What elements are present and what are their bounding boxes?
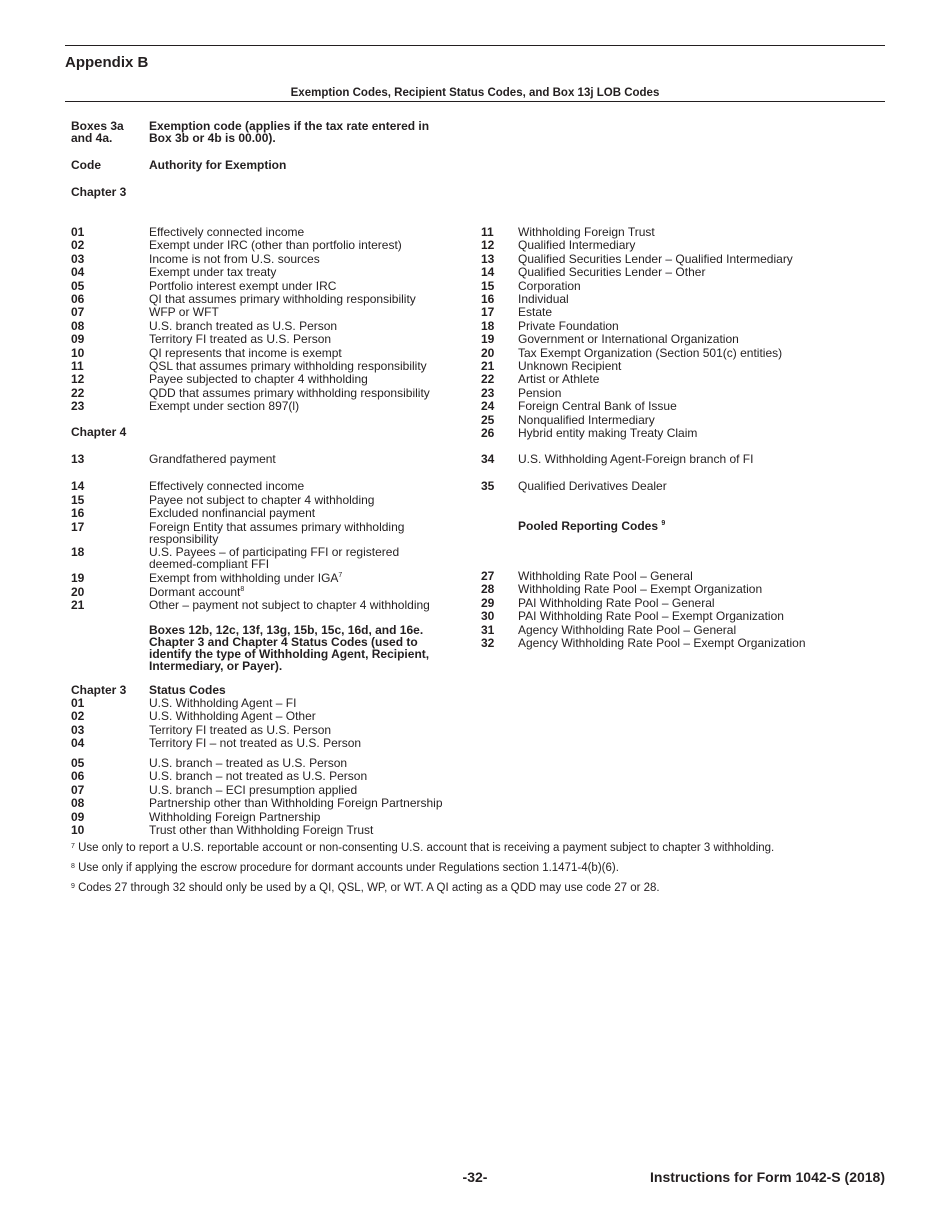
code-description xyxy=(149,494,374,506)
code-description xyxy=(149,360,427,372)
code-description xyxy=(149,724,331,736)
code-number: 03 xyxy=(71,722,85,737)
code-number: 27 xyxy=(481,569,495,583)
code-description xyxy=(518,373,599,385)
code-number: 06 xyxy=(71,292,85,306)
code-number: 17 xyxy=(71,519,85,534)
footnote-text: Use only if applying the escrow procedure for dormant accounts under Regulations section 1.1471-4(b)(6). xyxy=(78,862,619,874)
code-number: 29 xyxy=(481,595,495,610)
code-number: 25 xyxy=(481,412,495,427)
code-number: 34 xyxy=(481,452,495,466)
code-description-text: Withholding Rate Pool – Exempt Organization xyxy=(518,582,763,597)
code-description xyxy=(518,239,635,251)
code-description xyxy=(518,226,655,238)
code-description xyxy=(149,347,342,359)
code-description xyxy=(149,400,299,412)
code-description xyxy=(149,373,368,385)
pooled-reporting-heading xyxy=(518,520,665,532)
code-description-text: U.S. branch – treated as U.S. Person xyxy=(149,756,348,770)
code-description xyxy=(518,347,782,359)
chapter4-heading: Chapter 4 xyxy=(71,425,127,439)
code-description-text: Qualified Securities Lender – Other xyxy=(518,265,706,280)
code-number: 26 xyxy=(481,426,495,440)
code-description xyxy=(149,226,304,238)
code-description xyxy=(149,507,315,519)
code-number: 23 xyxy=(481,385,495,400)
code-description xyxy=(518,610,784,622)
code-description xyxy=(518,597,715,609)
code-description-text: Foreign Central Bank of Issue xyxy=(518,399,677,414)
code-number: 15 xyxy=(481,278,495,293)
code-description-text: Unknown Recipient xyxy=(518,359,622,373)
code-number: 24 xyxy=(481,399,495,414)
code-description-text: U.S. Withholding Agent-Foreign branch of FI xyxy=(518,452,754,466)
code-description-text: Territory FI treated as U.S. Person xyxy=(149,722,332,737)
code-description xyxy=(149,333,331,345)
code-number: 19 xyxy=(481,332,495,347)
code-description-text: WFP or WFT xyxy=(149,305,219,320)
code-description xyxy=(518,306,552,318)
code-description-text: Qualified Securities Lender – Qualified Intermediary xyxy=(518,251,793,266)
code-number: 20 xyxy=(481,345,495,360)
code-number: 32 xyxy=(481,636,495,650)
code-description-text: Private Foundation xyxy=(518,318,619,333)
top-rule xyxy=(65,45,885,46)
footnote-text: Use only to report a U.S. reportable account or non-consenting U.S. account that is receiving a payment subject to chapter 3 withholding. xyxy=(78,842,775,854)
code-number: 01 xyxy=(71,696,85,710)
code-description-text: Grandfathered payment xyxy=(149,452,276,466)
footnote-8 xyxy=(71,862,619,875)
pooled-label: Pooled Reporting Codes xyxy=(518,519,659,533)
code-number: 04 xyxy=(71,736,85,751)
code-number: 35 xyxy=(481,479,495,493)
code-number: 16 xyxy=(71,506,85,521)
code-description xyxy=(149,757,347,769)
code-description xyxy=(518,570,693,582)
code-description-text: Government or International Organization xyxy=(518,332,739,347)
code-description-text: U.S. Withholding Agent – Other xyxy=(149,709,316,724)
code-description-text: Exempt under tax treaty xyxy=(149,265,277,280)
code-number: 05 xyxy=(71,756,85,770)
status-codes-intro: Boxes 12b, 12c, 13f, 13g, 15b, 15c, 16d, and 16e. Chapter 3 and Chapter 4 Status Codes (used to identify the type of Withholding Agent, Recipient, Intermediary, or Payer). xyxy=(149,623,430,673)
code-description xyxy=(149,280,336,292)
code-description-text: Withholding Foreign Trust xyxy=(518,225,655,239)
code-description xyxy=(149,387,430,399)
code-description xyxy=(149,293,416,305)
code-description-text: Foreign Entity that assumes primary withholding responsibility xyxy=(149,519,405,546)
code-description xyxy=(518,453,753,465)
code-description-text: Withholding Rate Pool – General xyxy=(518,569,693,583)
code-description xyxy=(149,266,276,278)
code-number: 15 xyxy=(71,492,85,507)
code-description-text: Effectively connected income xyxy=(149,479,305,494)
code-label: Code xyxy=(71,158,101,172)
code-number: 07 xyxy=(71,782,85,797)
appendix-title: Appendix B xyxy=(65,54,149,71)
code-description xyxy=(518,480,667,492)
code-number: 21 xyxy=(71,598,85,612)
footnote-7 xyxy=(71,842,774,855)
code-description-text: Corporation xyxy=(518,278,581,293)
code-description-text: U.S. branch treated as U.S. Person xyxy=(149,318,338,333)
footnote-number: 7 xyxy=(71,843,75,850)
code-number: 11 xyxy=(481,225,494,239)
code-description-text: Hybrid entity making Treaty Claim xyxy=(518,426,698,440)
code-description xyxy=(149,239,402,251)
code-description xyxy=(518,280,581,292)
code-number: 06 xyxy=(71,769,85,784)
code-description-text: Territory FI treated as U.S. Person xyxy=(149,332,332,347)
code-description xyxy=(518,637,806,649)
footnote-mark: 7 xyxy=(338,572,343,580)
page-subtitle: Exemption Codes, Recipient Status Codes, and Box 13j LOB Codes xyxy=(290,87,660,99)
code-description xyxy=(149,480,304,492)
code-description xyxy=(149,586,244,598)
code-number: 04 xyxy=(71,265,85,280)
subtitle-rule xyxy=(65,101,885,102)
code-number: 09 xyxy=(71,809,85,824)
code-description xyxy=(518,414,655,426)
status-codes-heading: Status Codes xyxy=(149,683,226,697)
code-number: 14 xyxy=(71,479,85,494)
code-number: 03 xyxy=(71,251,85,266)
code-description xyxy=(149,811,320,823)
code-description-text: Payee subjected to chapter 4 withholding xyxy=(149,372,368,387)
code-description xyxy=(149,824,373,836)
code-number: 01 xyxy=(71,225,85,239)
code-description-text: Effectively connected income xyxy=(149,225,305,239)
chapter3-heading: Chapter 3 xyxy=(71,185,127,199)
code-number: 13 xyxy=(71,452,85,466)
footnote-number: 9 xyxy=(71,883,75,890)
code-number: 14 xyxy=(481,265,495,280)
code-description xyxy=(518,387,561,399)
code-description-text: Exempt under section 897(l) xyxy=(149,399,300,414)
code-description-text: PAI Withholding Rate Pool – Exempt Organization xyxy=(518,609,784,624)
code-number: 13 xyxy=(481,251,495,266)
authority-label: Authority for Exemption xyxy=(149,158,287,172)
code-number: 09 xyxy=(71,332,85,347)
code-description-text: QSL that assumes primary withholding responsibility xyxy=(149,359,427,373)
footnote-text: Codes 27 through 32 should only be used by a QI, QSL, WP, or WT. A QI acting as a QDD may use code 27 or 28. xyxy=(78,882,660,894)
code-description-text: Exempt from withholding under IGA xyxy=(149,571,339,586)
page-number: -32- xyxy=(462,1169,488,1185)
code-description-text: QI represents that income is exempt xyxy=(149,345,342,360)
code-number: 22 xyxy=(481,372,495,387)
code-description xyxy=(518,320,619,332)
code-description xyxy=(149,572,342,584)
code-description-text: Artist or Athlete xyxy=(518,372,600,387)
code-description-text: Agency Withholding Rate Pool – Exempt Organization xyxy=(518,636,806,650)
code-description-text: Other – payment not subject to chapter 4 withholding xyxy=(149,598,430,612)
code-number: 07 xyxy=(71,305,85,320)
code-description-text: Payee not subject to chapter 4 withholding xyxy=(149,492,375,507)
pooled-footnote-mark: 9 xyxy=(661,520,666,527)
code-description xyxy=(149,710,316,722)
code-description-text: QI that assumes primary withholding responsibility xyxy=(149,292,416,306)
boxes-description: Exemption code (applies if the tax rate entered in Box 3b or 4b is 00.00). xyxy=(149,119,430,145)
form-title: Instructions for Form 1042-S (2018) xyxy=(650,1169,885,1185)
code-description xyxy=(149,453,276,465)
code-description-text: Qualified Derivatives Dealer xyxy=(518,479,667,493)
code-description-text: QDD that assumes primary withholding responsibility xyxy=(149,385,430,400)
code-description xyxy=(518,360,621,372)
code-description xyxy=(518,583,762,595)
code-description-text: Portfolio interest exempt under IRC xyxy=(149,278,337,293)
code-description xyxy=(149,770,367,782)
footnote-mark: 8 xyxy=(240,585,245,593)
code-number: 21 xyxy=(481,359,495,373)
code-number: 23 xyxy=(71,399,85,414)
code-description-text: Qualified Intermediary xyxy=(518,238,636,253)
code-description xyxy=(518,624,736,636)
code-description-text: Partnership other than Withholding Foreign Partnership xyxy=(149,796,443,811)
code-description xyxy=(149,306,219,318)
code-description-text: Dormant account xyxy=(149,584,241,599)
code-description-text: Tax Exempt Organization (Section 501(c) entities) xyxy=(518,345,783,360)
code-description xyxy=(149,737,361,749)
code-description-text: U.S. Payees – of participating FFI or registered deemed-compliant FFI xyxy=(149,545,400,572)
code-description xyxy=(518,333,739,345)
code-description-text: PAI Withholding Rate Pool – General xyxy=(518,595,715,610)
footnote-9 xyxy=(71,882,660,895)
code-description-text: Exempt under IRC (other than portfolio interest) xyxy=(149,238,402,253)
status-chapter-label: Chapter 3 xyxy=(71,683,127,697)
code-number: 30 xyxy=(481,609,495,624)
code-description xyxy=(518,293,569,305)
code-description-text: Pension xyxy=(518,385,562,400)
code-number: 18 xyxy=(71,545,85,560)
code-description-text: Agency Withholding Rate Pool – General xyxy=(518,622,737,637)
code-description xyxy=(149,320,337,332)
code-number: 08 xyxy=(71,318,85,333)
code-number: 18 xyxy=(481,318,495,333)
code-description xyxy=(149,521,449,545)
code-description xyxy=(149,697,296,709)
code-description-text: U.S. branch – not treated as U.S. Person xyxy=(149,769,368,784)
code-number: 05 xyxy=(71,278,85,293)
code-number: 02 xyxy=(71,238,85,253)
code-description xyxy=(518,253,793,265)
code-description xyxy=(149,253,320,265)
code-description-text: Nonqualified Intermediary xyxy=(518,412,655,427)
code-description-text: U.S. branch – ECI presumption applied xyxy=(149,782,358,797)
code-number: 28 xyxy=(481,582,495,597)
code-description-text: Withholding Foreign Partnership xyxy=(149,809,321,824)
code-number: 11 xyxy=(71,359,84,373)
code-number: 10 xyxy=(71,823,85,837)
code-number: 31 xyxy=(481,622,495,637)
code-description-text: Individual xyxy=(518,292,569,306)
code-description xyxy=(149,546,449,570)
code-description-text: Territory FI – not treated as U.S. Person xyxy=(149,736,362,751)
code-number: 02 xyxy=(71,709,85,724)
code-description xyxy=(518,400,677,412)
code-number: 20 xyxy=(71,584,85,599)
code-description xyxy=(149,797,443,809)
code-description-text: Income is not from U.S. sources xyxy=(149,251,320,266)
code-description-text: U.S. Withholding Agent – FI xyxy=(149,696,297,710)
code-number: 10 xyxy=(71,345,85,360)
code-description xyxy=(149,784,357,796)
code-number: 19 xyxy=(71,571,85,586)
code-number: 16 xyxy=(481,292,495,306)
code-number: 08 xyxy=(71,796,85,811)
code-number: 12 xyxy=(71,372,85,387)
code-description xyxy=(149,599,430,611)
code-description xyxy=(518,427,697,439)
code-description-text: Estate xyxy=(518,305,553,320)
code-number: 17 xyxy=(481,305,495,320)
boxes-label: Boxes 3a and 4a. xyxy=(71,119,124,145)
code-description-text: Trust other than Withholding Foreign Trust xyxy=(149,823,374,837)
footnote-number: 8 xyxy=(71,863,75,870)
code-number: 22 xyxy=(71,385,85,400)
code-description xyxy=(518,266,705,278)
code-description-text: Excluded nonfinancial payment xyxy=(149,506,316,521)
code-number: 12 xyxy=(481,238,495,253)
